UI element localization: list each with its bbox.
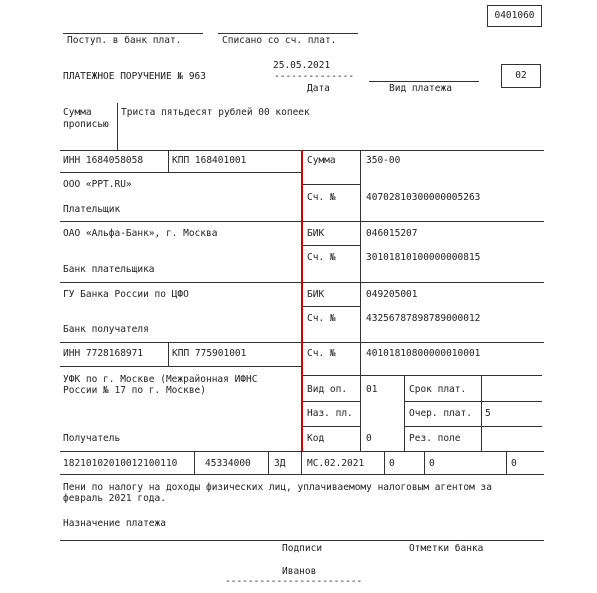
- tax-oktmo: 45334000: [205, 458, 251, 469]
- payer-bank-bik-label: БИК: [307, 228, 325, 239]
- written-off-line: [218, 33, 358, 34]
- op-type-label: Вид оп.: [307, 384, 348, 395]
- recipient-label: Получатель: [63, 433, 121, 444]
- grid-line-14: [404, 426, 542, 427]
- recipient-bank-bik-label: БИК: [307, 289, 325, 300]
- document-date: 25.05.2021: [273, 60, 331, 71]
- payment-type-line: [369, 81, 479, 82]
- sum-value: 350-00: [366, 155, 401, 166]
- document-title: ПЛАТЕЖНОЕ ПОРУЧЕНИЕ № 963: [63, 71, 206, 82]
- payer-bank-account-label: Сч. №: [307, 252, 336, 263]
- date-dashes: --------------: [274, 71, 355, 82]
- payer-name: ООО «PPT.RU»: [63, 179, 132, 190]
- payer-bank-bik: 046015207: [366, 228, 418, 239]
- tax-divider-6: [506, 451, 507, 474]
- tax-divider-4: [384, 451, 385, 474]
- recipient-name-2: России № 17 по г. Москве): [63, 385, 206, 396]
- signatures-label: Подписи: [282, 543, 323, 554]
- written-off-label: Списано со сч. плат.: [222, 35, 337, 46]
- date-label: Дата: [307, 83, 330, 94]
- amount-words-value: Триста пятьдесят рублей 00 копеек: [121, 107, 310, 118]
- recipient-name-1: УФК по г. Москве (Межрайонная ИФНС: [63, 374, 258, 385]
- grid-line-16: [60, 474, 544, 475]
- tax-field-110: 0: [511, 458, 517, 469]
- received-label: Поступ. в банк плат.: [67, 35, 182, 46]
- purpose-line-1: Пени по налогу на доходы физических лиц, уплачиваемому налоговым агентом за: [63, 482, 492, 493]
- recipient-bank-account: 43256787898789000012: [366, 313, 481, 324]
- tax-divider-5: [424, 451, 425, 474]
- purpose-label: Назначение платежа: [63, 518, 166, 529]
- recipient-bank-label: Банк получателя: [63, 324, 149, 335]
- grid-line-3: [302, 184, 360, 185]
- sum-label: Сумма: [307, 155, 336, 166]
- payer-kpp: КПП 168401001: [172, 155, 247, 166]
- tax-doc-date: 0: [429, 458, 435, 469]
- bank-marks-label: Отметки банка: [409, 543, 484, 554]
- payer-account: 40702810300000005263: [366, 192, 481, 203]
- center-divider: [301, 150, 303, 451]
- grid-line-11: [302, 401, 360, 402]
- tax-divider-2: [268, 451, 269, 474]
- grid-line-10: [302, 375, 542, 376]
- tax-basis: ЗД: [274, 458, 286, 469]
- pay-term-label: Срок плат.: [409, 384, 467, 395]
- payer-inn: ИНН 1684058058: [63, 155, 144, 166]
- purpose-line-2: февраль 2021 года.: [63, 493, 166, 504]
- tax-divider-1: [194, 451, 195, 474]
- purpose-bottom-line: [60, 540, 544, 541]
- grid-line-15: [60, 451, 544, 452]
- signer-dashes: ------------------------: [225, 576, 363, 587]
- tax-period: МС.02.2021: [307, 458, 365, 469]
- recipient-kpp: КПП 775901001: [172, 348, 247, 359]
- amount-words-label-2: прописью: [63, 119, 109, 130]
- grid-line-13: [302, 426, 360, 427]
- order-label: Очер. плат.: [409, 408, 472, 419]
- payer-bank-label: Банк плательщика: [63, 264, 155, 275]
- payment-type-label: Вид платежа: [389, 83, 452, 94]
- inn-kpp-divider-recipient: [168, 342, 169, 366]
- grid-line-9: [60, 366, 302, 367]
- payer-bank-account: 30101810100000000815: [366, 252, 481, 263]
- value-divider: [360, 150, 361, 451]
- status-code: 02: [515, 70, 527, 81]
- signer-name: Иванов: [282, 566, 317, 577]
- order-value: 5: [485, 408, 491, 419]
- inn-kpp-divider-payer: [168, 150, 169, 172]
- form-code-box: [487, 5, 542, 27]
- recipient-bank-name: ГУ Банка России по ЦФО: [63, 289, 189, 300]
- amount-words-divider: [117, 103, 118, 150]
- received-line: [63, 33, 203, 34]
- tax-divider-3: [301, 451, 302, 474]
- grid-line-5: [302, 245, 360, 246]
- recipient-bank-account-label: Сч. №: [307, 313, 336, 324]
- reserve-label: Рез. поле: [409, 433, 461, 444]
- tax-doc-number: 0: [389, 458, 395, 469]
- grid-line-2: [60, 172, 302, 173]
- op-type-value: 01: [366, 384, 378, 395]
- code-label: Код: [307, 433, 325, 444]
- payer-bank-name: ОАО «Альфа-Банк», г. Москва: [63, 228, 218, 239]
- payer-account-label: Сч. №: [307, 192, 336, 203]
- amount-words-label-1: Сумма: [63, 107, 92, 118]
- fields-divider-2: [481, 375, 482, 451]
- purpose-code-label: Наз. пл.: [307, 408, 353, 419]
- payer-label: Плательщик: [63, 204, 121, 215]
- recipient-bank-bik: 049205001: [366, 289, 418, 300]
- fields-divider-1: [404, 375, 405, 451]
- form-code: 0401060: [494, 10, 535, 21]
- grid-line-12: [404, 401, 542, 402]
- recipient-inn: ИНН 7728168971: [63, 348, 144, 359]
- recipient-account-label: Сч. №: [307, 348, 336, 359]
- status-code-box: [501, 64, 541, 88]
- recipient-account: 40101810800000010001: [366, 348, 481, 359]
- grid-line-7: [302, 306, 360, 307]
- code-value: 0: [366, 433, 372, 444]
- tax-kbk: 18210102010012100110: [63, 458, 178, 469]
